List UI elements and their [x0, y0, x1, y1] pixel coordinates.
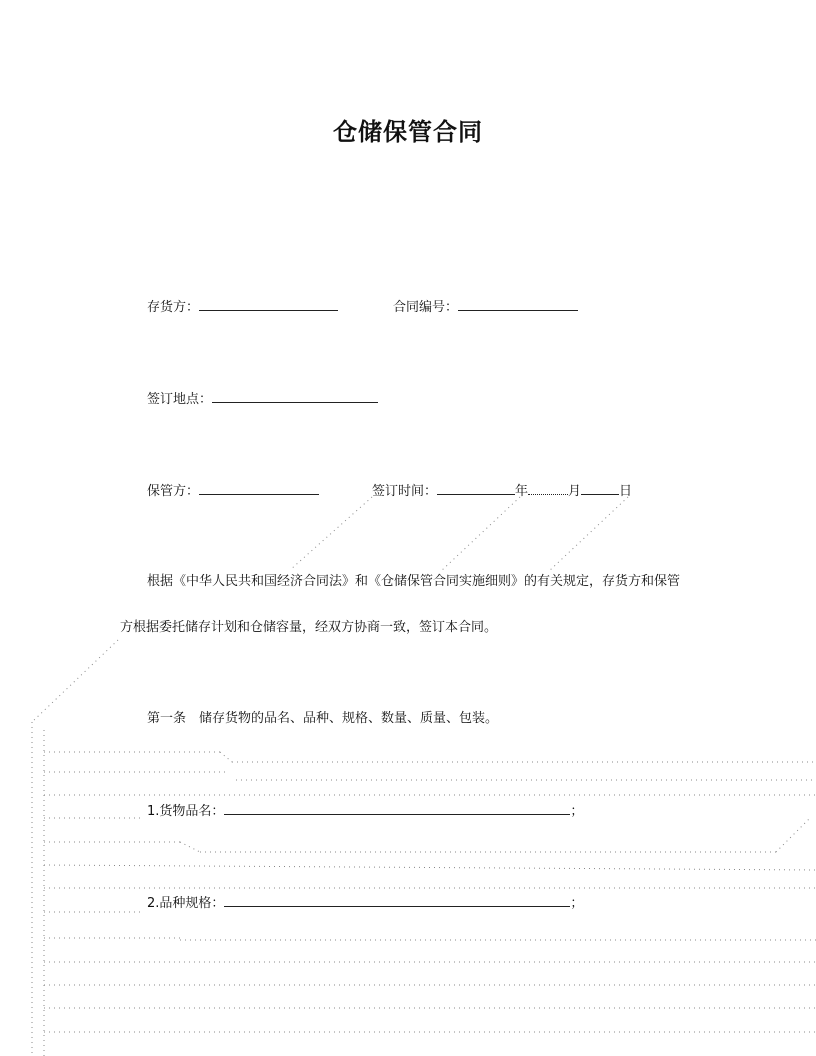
item-1-end: ； [570, 804, 584, 819]
contract-no-label: 合同编号： [393, 300, 459, 315]
guide-diagonal-4 [32, 640, 118, 722]
depositor-blank[interactable] [199, 298, 338, 311]
sign-place-label: 签订地点： [147, 392, 213, 407]
article-1-number: 第一条 [147, 711, 187, 726]
month-label: 月 [568, 484, 582, 499]
depositor-label: 存货方： [147, 300, 200, 315]
item-1-blank[interactable] [224, 802, 570, 815]
sign-month-blank[interactable] [528, 482, 568, 495]
guide-diagonal-1 [290, 497, 372, 570]
article-1-heading [147, 710, 498, 728]
custodian-label: 保管方： [147, 484, 200, 499]
guide-row [44, 865, 816, 870]
item-2-field [147, 894, 583, 913]
contract-no-blank[interactable] [458, 298, 578, 311]
guide-diagonal-2 [440, 497, 520, 572]
document-title: 仓储保管合同 [333, 118, 483, 146]
guide-row [220, 752, 232, 762]
sign-year-blank[interactable] [437, 482, 515, 495]
guide-diagonal-3 [548, 497, 628, 572]
sign-place-blank[interactable] [212, 390, 378, 403]
item-1-label: 1.货物品名： [147, 804, 225, 819]
contract-no-field [393, 298, 578, 317]
year-label: 年 [515, 484, 529, 499]
item-2-blank[interactable] [224, 894, 570, 907]
sign-day-blank[interactable] [581, 482, 619, 495]
intro-line-2: 方根据委托储存计划和仓储容量，经双方协商一致，签订本合同。 [120, 620, 498, 635]
guide-row [180, 842, 200, 852]
article-1-text: 储存货物的品名、品种、规格、数量、质量、包装。 [199, 711, 499, 726]
custodian-blank[interactable] [199, 482, 319, 495]
depositor-field [147, 298, 338, 317]
custodian-field [147, 482, 319, 501]
item-2-end: ； [570, 896, 584, 911]
sign-time-label: 签订时间： [372, 484, 438, 499]
intro-line-1: 根据《中华人民共和国经济合同法》和《仓储保管合同实施细则》的有关规定，存货方和保管 [147, 574, 681, 589]
sign-time-field [372, 482, 632, 501]
day-label: 日 [619, 484, 633, 499]
sign-place-field [147, 390, 378, 409]
guide-row [776, 818, 810, 852]
item-2-label: 2.品种规格： [147, 896, 225, 911]
item-1-field [147, 802, 583, 821]
